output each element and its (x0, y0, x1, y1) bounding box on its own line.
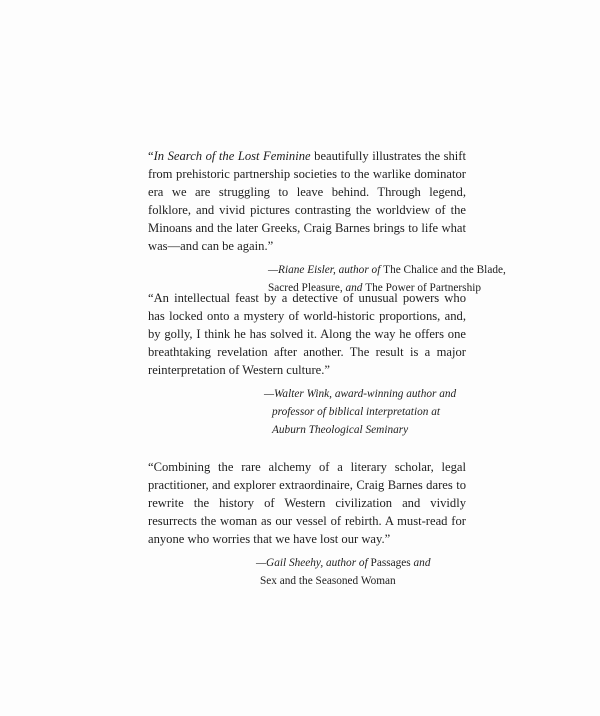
blurb-eisler (148, 147, 506, 297)
blurb-quote (148, 147, 466, 255)
attribution-book: The Power of Partnership (365, 282, 482, 294)
blurb-sheehy (148, 458, 466, 590)
attribution-book: Passages (370, 557, 411, 569)
book-title: In Search of the Lost Feminine (153, 149, 311, 163)
blurb-quote: “Combining the rare alchemy of a literary scholar, legal practitioner, and explorer extraordinaire, Craig Barnes dares to rewrite the history of Western civilization and vividly resurrects the woman as our vessel of rebirth. A must-read for anyone who worries that we have lost our way.” (148, 460, 466, 546)
attribution-line-1: —Walter Wink, award-winning author and (264, 388, 457, 400)
attribution-line-1 (268, 261, 506, 279)
quote-open-mark: “ (148, 149, 154, 163)
attribution-line-1 (256, 554, 466, 572)
blurb-attribution (148, 385, 466, 439)
attribution-line-2: professor of biblical interpretation at (272, 406, 440, 418)
attribution-author: —Gail Sheehy, author of (256, 557, 371, 569)
attribution-book: Sacred Pleasure, (268, 282, 343, 294)
quote-text: beautifully illustrates the shift from prehistoric partnership societies to the warlike dominator era we are struggling to leave behind. Through legend, folklore, and vivid pictures contrasting the worldview of the Minoans and the later Greeks, Craig Barnes brings to life what was—and can be again.” (148, 149, 466, 253)
attribution-line-3: Auburn Theological Seminary (272, 424, 409, 436)
attribution-line-2: Sex and the Seasoned Woman (260, 575, 396, 587)
attribution-and: and (410, 557, 431, 569)
attribution-author: —Riane Eisler, author of (268, 264, 384, 276)
blurb-wink (148, 289, 466, 439)
blurb-quote: “An intellectual feast by a detective of unusual powers who has locked onto a mystery of world-historic proportions, and, by golly, I think he has solved it. Along the way he offers one breathtaking revelation after another. The result is a major reinterpretation of Western culture.” (148, 291, 466, 377)
attribution-and: and (342, 282, 366, 294)
blurb-attribution (148, 554, 466, 590)
attribution-book: The Chalice and the Blade, (383, 264, 506, 276)
